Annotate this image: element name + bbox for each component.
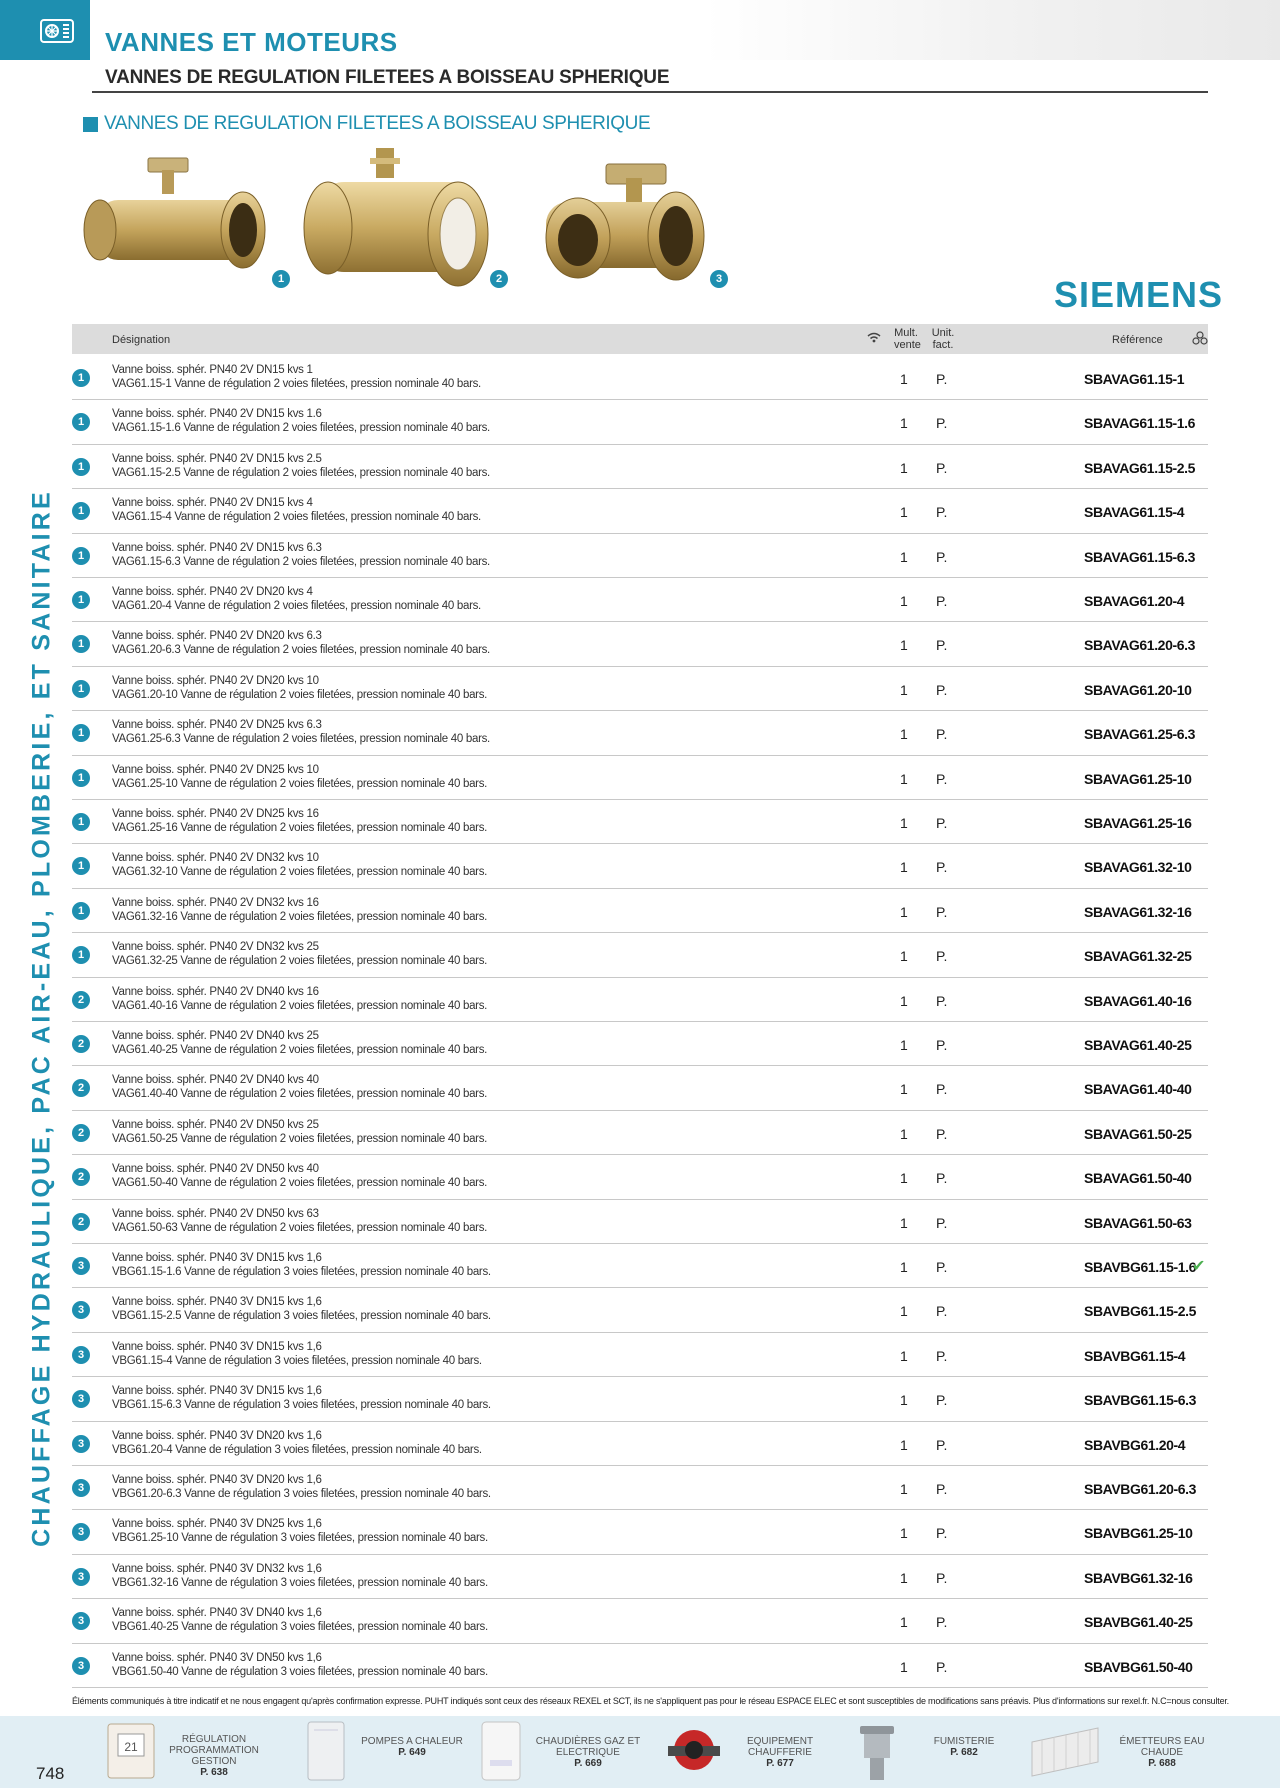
radiator-image <box>1028 1720 1102 1782</box>
footer-link-pompes[interactable] <box>290 1720 470 1784</box>
reference-code[interactable]: SBAVBG61.25-10 <box>1084 1525 1193 1542</box>
designation-description: VAG61.25-10 Vanne de régulation 2 voies filetées, pression nominale 40 bars. <box>112 777 488 790</box>
mult-vente: 1 <box>900 1170 908 1187</box>
table-header <box>72 324 1208 354</box>
designation-title: Vanne boiss. sphér. PN40 2V DN25 kvs 16 <box>112 808 319 820</box>
product-type-badge: 1 <box>72 502 90 520</box>
three-way-valve-image <box>516 146 716 296</box>
designation-description: VAG61.15-6.3 Vanne de régulation 2 voies filetées, pression nominale 40 bars. <box>112 555 490 568</box>
designation-description: VAG61.15-4 Vanne de régulation 2 voies filetées, pression nominale 40 bars. <box>112 511 481 524</box>
footer-label: CHAUDIÈRES GAZ ET ELECTRIQUE <box>535 1736 641 1758</box>
table-row <box>72 889 1208 933</box>
designation-title: Vanne boiss. sphér. PN40 2V DN50 kvs 25 <box>112 1118 319 1131</box>
product-type-badge: 1 <box>72 369 90 387</box>
designation-description: VAG61.25-6.3 Vanne de régulation 2 voies filetées, pression nominale 40 bars. <box>112 733 490 746</box>
product-type-badge: 1 <box>72 680 90 698</box>
mult-vente: 1 <box>900 1303 908 1320</box>
mult-vente: 1 <box>900 1436 908 1453</box>
designation-title: Vanne boiss. sphér. PN40 3V DN15 kvs 1,6 <box>112 1296 322 1309</box>
product-type-badge: 3 <box>72 1568 90 1586</box>
reference-code[interactable]: SBAVAG61.20-4 <box>1084 593 1185 609</box>
table-row <box>72 1200 1208 1244</box>
mult-vente: 1 <box>900 1081 908 1098</box>
product-type-badge: 3 <box>72 1523 90 1541</box>
product-type-badge: 3 <box>72 1390 90 1408</box>
designation-description: VAG61.32-16 Vanne de régulation 2 voies filetées, pression nominale 40 bars. <box>112 910 488 923</box>
reference-code[interactable]: SBAVAG61.40-40 <box>1084 1081 1192 1098</box>
product-badge-1: 1 <box>272 270 290 288</box>
designation-description: VAG61.25-16 Vanne de régulation 2 voies filetées, pression nominale 40 bars. <box>112 822 488 834</box>
footer-label: ÉMETTEURS EAU CHAUDE <box>1119 1736 1205 1758</box>
designation-title: Vanne boiss. sphér. PN40 2V DN15 kvs 2.5 <box>112 452 322 465</box>
designation-title: Vanne boiss. sphér. PN40 3V DN50 kvs 1,6 <box>112 1651 322 1664</box>
unit-fact: P. <box>936 1569 948 1586</box>
designation-title: Vanne boiss. sphér. PN40 2V DN15 kvs 6.3 <box>112 541 322 554</box>
mult-vente: 1 <box>900 859 908 876</box>
mult-vente: 1 <box>900 1614 908 1631</box>
designation-description: VAG61.40-16 Vanne de régulation 2 voies filetées, pression nominale 40 bars. <box>112 999 488 1012</box>
reference-code[interactable]: SBAVAG61.15-1 <box>1084 371 1185 387</box>
table-row <box>72 1244 1208 1288</box>
stock-network-icon <box>1192 331 1208 348</box>
reference-code[interactable]: SBAVAG61.20-6.3 <box>1084 637 1195 654</box>
reference-code[interactable]: SBAVAG61.15-2.5 <box>1084 459 1195 476</box>
table-row <box>72 1377 1208 1421</box>
designation-title: Vanne boiss. sphér. PN40 2V DN40 kvs 16 <box>112 985 319 998</box>
product-type-badge: 1 <box>72 591 90 609</box>
unit-fact: P. <box>936 1347 948 1364</box>
footer-link-fumisterie[interactable] <box>848 1720 1028 1784</box>
designation-title: Vanne boiss. sphér. PN40 2V DN32 kvs 16 <box>112 896 319 909</box>
mult-vente: 1 <box>900 415 908 432</box>
unit-fact: P. <box>936 1392 948 1409</box>
designation-description: VBG61.40-25 Vanne de régulation 3 voies filetées, pression nominale 40 bars. <box>112 1621 488 1634</box>
chimney-cap-image <box>848 1720 906 1782</box>
product-type-badge: 1 <box>72 724 90 742</box>
disclaimer: Éléments communiqués à titre indicatif et ne nous engagent qu'après confirmation expresse. PUHT indiqués sont ceux des réseaux REXEL et SCT, ils ne s'appliquent pas pour le réseau ESPACE ELEC et sont susceptibles de modifications sans préavis. Plus d'informations sur rexel.fr. N.C=nous consulter. <box>72 1696 1229 1706</box>
table-row <box>72 1022 1208 1066</box>
footer-link-emetteurs[interactable] <box>1026 1720 1226 1784</box>
mult-vente: 1 <box>900 1347 908 1364</box>
stock-check-icon: ✔ <box>1192 1258 1206 1275</box>
block-heading <box>83 113 650 135</box>
designation-title: Vanne boiss. sphér. PN40 3V DN20 kvs 1,6 <box>112 1474 322 1486</box>
unit-fact: P. <box>936 371 948 387</box>
circulator-pump-image <box>664 1720 722 1782</box>
designation-description: VBG61.20-4 Vanne de régulation 3 voies filetées, pression nominale 40 bars. <box>112 1443 482 1456</box>
reference-code[interactable]: SBAVBG61.20-4 <box>1084 1436 1186 1453</box>
unit-fact: P. <box>936 903 948 920</box>
designation-title: Vanne boiss. sphér. PN40 2V DN20 kvs 10 <box>112 674 319 687</box>
reference-code[interactable]: SBAVAG61.50-25 <box>1084 1125 1192 1142</box>
table-row <box>72 800 1208 844</box>
table-row <box>72 978 1208 1022</box>
product-image-1 <box>78 148 278 293</box>
section-title: VANNES ET MOTEURS <box>105 27 398 57</box>
designation-description: VBG61.15-6.3 Vanne de régulation 3 voies filetées, pression nominale 40 bars. <box>112 1399 491 1412</box>
subtitle-divider <box>92 91 1208 93</box>
side-category-title: CHAUFFAGE HYDRAULIQUE, PAC AIR-EAU, PLOMBERIE, ET SANITAIRE <box>27 489 56 1547</box>
designation-title: Vanne boiss. sphér. PN40 2V DN25 kvs 10 <box>112 763 319 776</box>
unit-fact: P. <box>936 815 948 831</box>
mult-vente: 1 <box>900 371 908 387</box>
mult-vente: 1 <box>900 637 908 654</box>
table-row <box>72 711 1208 755</box>
table-row <box>72 356 1208 400</box>
section-icon-box <box>0 0 90 60</box>
designation-description: VAG61.50-25 Vanne de régulation 2 voies filetées, pression nominale 40 bars. <box>112 1132 488 1145</box>
designation-description: VBG61.15-2.5 Vanne de régulation 3 voies filetées, pression nominale 40 bars. <box>112 1310 491 1323</box>
designation-title: Vanne boiss. sphér. PN40 3V DN15 kvs 1,6 <box>112 1385 322 1398</box>
wifi-icon <box>867 332 881 346</box>
product-image-2 <box>298 144 493 294</box>
mult-vente: 1 <box>900 1392 908 1409</box>
unit-fact: P. <box>936 637 948 654</box>
designation-title: Vanne boiss. sphér. PN40 2V DN25 kvs 6.3 <box>112 719 322 732</box>
designation-title: Vanne boiss. sphér. PN40 2V DN15 kvs 1.6 <box>112 408 322 421</box>
reference-code[interactable]: SBAVAG61.15-6.3 <box>1084 548 1195 565</box>
designation-title: Vanne boiss. sphér. PN40 2V DN20 kvs 6.3 <box>112 630 322 643</box>
footer-label: POMPES A CHALEUR <box>361 1736 463 1747</box>
table-row <box>72 1066 1208 1110</box>
reference-code[interactable]: SBAVAG61.32-16 <box>1084 903 1192 920</box>
svg-text:21: 21 <box>124 1740 138 1754</box>
table-row <box>72 1422 1208 1466</box>
table-row <box>72 1599 1208 1643</box>
designation-description: VAG61.15-1.6 Vanne de régulation 2 voies filetées, pression nominale 40 bars. <box>112 422 490 435</box>
reference-code[interactable]: SBAVAG61.25-10 <box>1084 770 1192 787</box>
product-type-badge: 1 <box>72 857 90 875</box>
unit-fact: P. <box>936 1525 948 1542</box>
header-unit-line2: fact. <box>932 339 954 351</box>
mult-vente: 1 <box>900 1481 908 1497</box>
reference-code[interactable]: SBAVBG61.32-16 <box>1084 1569 1193 1586</box>
footer-link-regulation[interactable] <box>100 1720 280 1784</box>
reference-code[interactable]: SBAVAG61.40-25 <box>1084 1037 1192 1053</box>
unit-fact: P. <box>936 992 948 1009</box>
product-type-badge: 1 <box>72 813 90 831</box>
reference-code[interactable]: SBAVAG61.25-16 <box>1084 815 1192 831</box>
footer-label: RÉGULATION PROGRAMMATION GESTION <box>169 1734 259 1767</box>
unit-fact: P. <box>936 1037 948 1053</box>
unit-fact: P. <box>936 1259 948 1275</box>
table-row <box>72 445 1208 489</box>
reference-code[interactable]: SBAVAG61.20-10 <box>1084 681 1192 698</box>
bullet-square-icon <box>83 117 98 132</box>
unit-fact: P. <box>936 548 948 565</box>
unit-fact: P. <box>936 1614 948 1631</box>
designation-description: VAG61.50-40 Vanne de régulation 2 voies filetées, pression nominale 40 bars. <box>112 1177 488 1190</box>
product-badge-3: 3 <box>710 270 728 288</box>
two-way-valve-image <box>78 148 278 293</box>
designation-title: Vanne boiss. sphér. PN40 2V DN40 kvs 25 <box>112 1030 319 1042</box>
reference-code[interactable]: SBAVAG61.32-10 <box>1084 859 1192 876</box>
product-type-badge: 1 <box>72 458 90 476</box>
unit-fact: P. <box>936 770 948 787</box>
header-unit-line1: Unit. <box>931 327 955 339</box>
designation-description: VBG61.32-16 Vanne de régulation 3 voies filetées, pression nominale 40 bars. <box>112 1576 488 1589</box>
reference-code[interactable]: SBAVAG61.25-6.3 <box>1084 726 1195 743</box>
header-unit-fact <box>931 327 955 351</box>
unit-fact: P. <box>936 1170 948 1187</box>
reference-code[interactable]: SBAVBG61.40-25 <box>1084 1614 1193 1631</box>
table-row <box>72 1288 1208 1332</box>
block-title: VANNES DE REGULATION FILETEES A BOISSEAU SPHERIQUE <box>104 113 651 134</box>
designation-title: Vanne boiss. sphér. PN40 2V DN20 kvs 4 <box>112 586 313 598</box>
table-row <box>72 1155 1208 1199</box>
designation-description: VAG61.20-6.3 Vanne de régulation 2 voies filetées, pression nominale 40 bars. <box>112 644 490 657</box>
mult-vente: 1 <box>900 770 908 787</box>
designation-title: Vanne boiss. sphér. PN40 2V DN50 kvs 40 <box>112 1163 319 1176</box>
footer-page: P. 688 <box>1148 1758 1176 1769</box>
footer-page: P. 677 <box>766 1758 794 1769</box>
footer-label: FUMISTERIE <box>933 1736 995 1747</box>
product-type-badge: 3 <box>72 1257 90 1275</box>
designation-title: Vanne boiss. sphér. PN40 3V DN25 kvs 1,6 <box>112 1518 322 1531</box>
table-row <box>72 534 1208 578</box>
mult-vente: 1 <box>900 459 908 476</box>
reference-code[interactable]: SBAVAG61.15-1.6 <box>1084 415 1195 432</box>
unit-fact: P. <box>936 726 948 743</box>
designation-description: VAG61.15-2.5 Vanne de régulation 2 voies filetées, pression nominale 40 bars. <box>112 466 490 479</box>
mult-vente: 1 <box>900 948 908 965</box>
footer-page: P. 669 <box>574 1758 602 1769</box>
designation-title: Vanne boiss. sphér. PN40 3V DN15 kvs 1,6 <box>112 1340 322 1353</box>
designation-title: Vanne boiss. sphér. PN40 2V DN50 kvs 63 <box>112 1207 319 1220</box>
brand-logo: SIEMENS <box>1054 274 1224 315</box>
footer-label: EQUIPEMENT CHAUFFERIE <box>746 1736 814 1758</box>
boiler-image <box>472 1720 530 1782</box>
product-type-badge: 3 <box>72 1612 90 1630</box>
designation-title: Vanne boiss. sphér. PN40 3V DN40 kvs 1,6 <box>112 1607 322 1620</box>
reference-code[interactable]: SBAVAG61.50-40 <box>1084 1170 1192 1187</box>
unit-fact: P. <box>936 681 948 698</box>
header-mult-line2: vente <box>894 339 921 351</box>
unit-fact: P. <box>936 415 948 432</box>
table-row <box>72 578 1208 622</box>
mult-vente: 1 <box>900 992 908 1009</box>
designation-description: VAG61.40-25 Vanne de régulation 2 voies filetées, pression nominale 40 bars. <box>112 1044 488 1056</box>
header-reference: Référence <box>1112 334 1163 346</box>
mult-vente: 1 <box>900 593 908 609</box>
mult-vente: 1 <box>900 1569 908 1586</box>
unit-fact: P. <box>936 1125 948 1142</box>
mult-vente: 1 <box>900 1259 908 1275</box>
unit-fact: P. <box>936 459 948 476</box>
product-type-badge: 2 <box>72 1168 90 1186</box>
unit-fact: P. <box>936 1214 948 1231</box>
table-row <box>72 1333 1208 1377</box>
designation-title: Vanne boiss. sphér. PN40 3V DN20 kvs 1,6 <box>112 1429 322 1442</box>
header-mult-line1: Mult. <box>894 327 918 339</box>
product-type-badge: 1 <box>72 635 90 653</box>
unit-fact: P. <box>936 1303 948 1320</box>
designation-description: VBG61.20-6.3 Vanne de régulation 3 voies filetées, pression nominale 40 bars. <box>112 1488 491 1500</box>
heat-pump-image <box>294 1720 352 1782</box>
page-number: 748 <box>36 1764 65 1783</box>
designation-description: VAG61.32-25 Vanne de régulation 2 voies filetées, pression nominale 40 bars. <box>112 955 488 968</box>
unit-fact: P. <box>936 859 948 876</box>
designation-description: VAG61.20-4 Vanne de régulation 2 voies filetées, pression nominale 40 bars. <box>112 600 481 612</box>
unit-fact: P. <box>936 504 948 521</box>
table-row <box>72 400 1208 444</box>
table-row <box>72 489 1208 533</box>
designation-title: Vanne boiss. sphér. PN40 2V DN32 kvs 10 <box>112 852 319 865</box>
unit-fact: P. <box>936 593 948 609</box>
table-row <box>72 844 1208 888</box>
designation-description: VBG61.15-1.6 Vanne de régulation 3 voies filetées, pression nominale 40 bars. <box>112 1266 491 1278</box>
thermostat-image <box>102 1720 160 1782</box>
unit-fact: P. <box>936 1658 948 1675</box>
heating-unit-icon <box>40 19 74 43</box>
footer-link-chaudieres[interactable] <box>470 1720 660 1784</box>
designation-title: Vanne boiss. sphér. PN40 2V DN15 kvs 1 <box>112 364 313 376</box>
unit-fact: P. <box>936 948 948 965</box>
product-type-badge: 3 <box>72 1346 90 1364</box>
table-row <box>72 1466 1208 1510</box>
mult-vente: 1 <box>900 1037 908 1053</box>
product-type-badge: 1 <box>72 946 90 964</box>
product-type-badge: 2 <box>72 1124 90 1142</box>
mult-vente: 1 <box>900 726 908 743</box>
reference-code[interactable]: SBAVAG61.40-16 <box>1084 992 1192 1009</box>
product-type-badge: 1 <box>72 547 90 565</box>
reference-code[interactable]: SBAVAG61.50-63 <box>1084 1214 1192 1231</box>
designation-title: Vanne boiss. sphér. PN40 3V DN32 kvs 1,6 <box>112 1562 322 1575</box>
header-mult-vente <box>894 327 921 351</box>
product-type-badge: 3 <box>72 1479 90 1497</box>
product-type-badge: 1 <box>72 769 90 787</box>
designation-title: Vanne boiss. sphér. PN40 2V DN40 kvs 40 <box>112 1074 319 1087</box>
reference-code[interactable]: SBAVAG61.15-4 <box>1084 504 1185 521</box>
table-row <box>72 933 1208 977</box>
table-row <box>72 1555 1208 1599</box>
product-type-badge: 3 <box>72 1657 90 1675</box>
mult-vente: 1 <box>900 548 908 565</box>
product-type-badge: 2 <box>72 991 90 1009</box>
mult-vente: 1 <box>900 1525 908 1542</box>
unit-fact: P. <box>936 1081 948 1098</box>
reference-code[interactable]: SBAVBG61.20-6.3 <box>1084 1481 1197 1497</box>
table-row <box>72 1510 1208 1554</box>
designation-title: Vanne boiss. sphér. PN40 2V DN32 kvs 25 <box>112 941 319 954</box>
product-image-3 <box>516 146 716 296</box>
footer-link-equipement[interactable] <box>662 1720 852 1784</box>
table-row <box>72 667 1208 711</box>
mult-vente: 1 <box>900 903 908 920</box>
footer-page: P. 638 <box>200 1767 228 1778</box>
reference-code[interactable]: SBAVAG61.32-25 <box>1084 948 1192 965</box>
designation-description: VAG61.50-63 Vanne de régulation 2 voies filetées, pression nominale 40 bars. <box>112 1221 488 1234</box>
mult-vente: 1 <box>900 1214 908 1231</box>
footer-page: P. 649 <box>398 1747 426 1758</box>
footer-page: P. 682 <box>950 1747 978 1758</box>
mult-vente: 1 <box>900 504 908 521</box>
product-badge-2: 2 <box>490 270 508 288</box>
product-type-badge: 3 <box>72 1301 90 1319</box>
table-row <box>72 622 1208 666</box>
designation-description: VBG61.50-40 Vanne de régulation 3 voies filetées, pression nominale 40 bars. <box>112 1665 488 1678</box>
table-row <box>72 1644 1208 1688</box>
page-subtitle: VANNES DE REGULATION FILETEES A BOISSEAU SPHERIQUE <box>105 67 670 88</box>
unit-fact: P. <box>936 1481 948 1497</box>
mult-vente: 1 <box>900 681 908 698</box>
designation-title: Vanne boiss. sphér. PN40 2V DN15 kvs 4 <box>112 497 313 510</box>
reference-code[interactable]: SBAVBG61.15-6.3 <box>1084 1392 1197 1409</box>
product-type-badge: 2 <box>72 1079 90 1097</box>
reference-code[interactable]: SBAVBG61.15-2.5 <box>1084 1303 1197 1320</box>
table-row <box>72 756 1208 800</box>
reference-code[interactable]: SBAVBG61.15-4 <box>1084 1347 1186 1364</box>
designation-description: VBG61.25-10 Vanne de régulation 3 voies filetées, pression nominale 40 bars. <box>112 1532 488 1545</box>
designation-description: VBG61.15-4 Vanne de régulation 3 voies filetées, pression nominale 40 bars. <box>112 1354 482 1367</box>
table-row <box>72 1111 1208 1155</box>
product-type-badge: 2 <box>72 1213 90 1231</box>
reference-code[interactable]: SBAVBG61.50-40 <box>1084 1658 1193 1675</box>
mult-vente: 1 <box>900 1125 908 1142</box>
designation-description: VAG61.32-10 Vanne de régulation 2 voies filetées, pression nominale 40 bars. <box>112 866 488 879</box>
two-way-valve-large-image <box>298 144 493 294</box>
designation-description: VAG61.20-10 Vanne de régulation 2 voies filetées, pression nominale 40 bars. <box>112 688 488 701</box>
mult-vente: 1 <box>900 1658 908 1675</box>
unit-fact: P. <box>936 1436 948 1453</box>
product-type-badge: 2 <box>72 1035 90 1053</box>
header-designation: Désignation <box>112 334 171 346</box>
designation-description: VAG61.15-1 Vanne de régulation 2 voies filetées, pression nominale 40 bars. <box>112 378 481 390</box>
mult-vente: 1 <box>900 815 908 831</box>
designation-title: Vanne boiss. sphér. PN40 3V DN15 kvs 1,6 <box>112 1252 322 1264</box>
product-type-badge: 1 <box>72 902 90 920</box>
product-type-badge: 1 <box>72 413 90 431</box>
reference-code[interactable]: SBAVBG61.15-1.6 <box>1084 1259 1197 1275</box>
designation-description: VAG61.40-40 Vanne de régulation 2 voies filetées, pression nominale 40 bars. <box>112 1088 488 1101</box>
product-type-badge: 3 <box>72 1435 90 1453</box>
